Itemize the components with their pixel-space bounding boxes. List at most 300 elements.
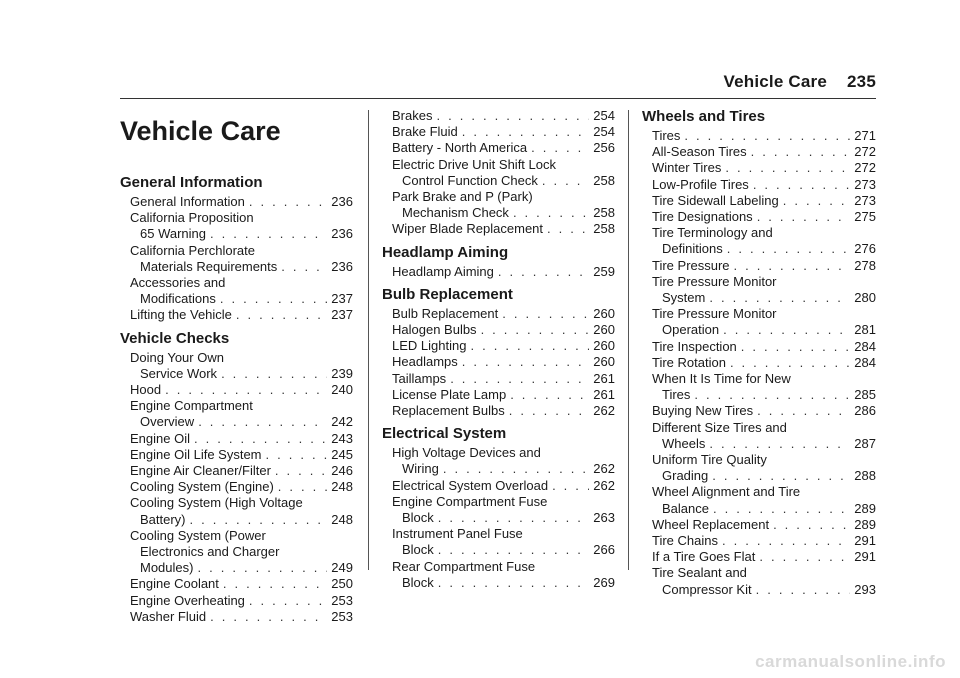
toc-entry-row <box>652 468 876 484</box>
toc-page-number: 248 <box>331 511 353 527</box>
toc-page-number: 286 <box>854 403 876 419</box>
dot-leader <box>221 366 327 382</box>
toc-page-number: 266 <box>593 542 615 558</box>
column-divider <box>628 110 629 570</box>
toc-entry-hood[interactable] <box>120 382 353 398</box>
toc-entry-license-plate-lamp[interactable] <box>382 387 615 403</box>
toc-entry-text: Cooling System (Engine) <box>130 479 274 495</box>
toc-entry-engine-compartment-overview[interactable] <box>120 398 353 430</box>
toc-entry-text: When It Is Time for New <box>652 371 791 387</box>
toc-entry-text: Electronics and Charger <box>140 544 280 560</box>
toc-page-number: 288 <box>854 468 876 484</box>
toc-entry-winter-tires[interactable] <box>642 160 876 176</box>
toc-column-3 <box>642 108 876 598</box>
running-header <box>724 72 877 92</box>
toc-entry-row <box>392 124 615 140</box>
toc-entry-text: Balance <box>662 500 709 516</box>
dot-leader <box>438 575 590 591</box>
toc-entry-text: Tire Pressure Monitor <box>652 273 777 289</box>
toc-entry-text: Battery) <box>140 511 186 527</box>
toc-entry-text: Control Function Check <box>402 172 538 188</box>
dot-leader <box>542 173 589 189</box>
toc-entry-halogen-bulbs[interactable] <box>382 322 615 338</box>
section-heading-bulb-replacement: Bulb Replacement <box>382 285 513 303</box>
dot-leader <box>436 108 589 124</box>
toc-entry-row <box>652 290 876 306</box>
toc-entry-california-proposition-65-warning[interactable] <box>120 210 353 242</box>
toc-entry-text: California Perchlorate <box>130 242 256 258</box>
toc-entry-row <box>652 193 876 209</box>
toc-entry-tire-pressure-monitor-operation[interactable] <box>642 306 876 338</box>
page-number: 235 <box>847 72 876 91</box>
toc-entry-row <box>652 403 876 419</box>
toc-entry-high-voltage-devices-and-wiring[interactable] <box>382 445 615 477</box>
toc-entry-text: Buying New Tires <box>652 403 754 419</box>
toc-page-number: 260 <box>593 305 615 321</box>
toc-entry-row <box>130 431 353 447</box>
toc-entry-california-perchlorate-materials-requirements[interactable] <box>120 243 353 275</box>
toc-entry-row <box>130 194 353 210</box>
toc-entry-row <box>392 542 615 558</box>
toc-entry-text: Winter Tires <box>652 160 722 176</box>
toc-entry-row <box>652 517 876 533</box>
dot-leader <box>220 291 327 307</box>
toc-page-number: 236 <box>331 258 353 274</box>
toc-entry-text: License Plate Lamp <box>392 386 507 402</box>
toc-entry-text: Engine Overheating <box>130 592 245 608</box>
toc-page-number: 253 <box>331 608 353 624</box>
toc-entry-text: Cooling System (Power <box>130 527 266 543</box>
toc-page-number: 275 <box>854 209 876 225</box>
toc-page-number: 260 <box>593 354 615 370</box>
toc-entry-row <box>392 264 615 280</box>
toc-page-number: 273 <box>854 176 876 192</box>
toc-entry-text: If a Tire Goes Flat <box>652 549 756 565</box>
toc-entry-text: Instrument Panel Fuse <box>392 526 523 542</box>
toc-page-number: 293 <box>854 581 876 597</box>
watermark: carmanualsonline.info <box>755 652 946 671</box>
toc-entry-text: Overview <box>140 414 195 430</box>
toc-entry-tire-designations[interactable] <box>642 209 876 225</box>
toc-entry-tire-terminology-and-definitions[interactable] <box>642 225 876 257</box>
dot-leader <box>197 560 327 576</box>
dot-leader <box>756 582 851 598</box>
toc-entry-tire-pressure[interactable] <box>642 258 876 274</box>
toc-entry-tires[interactable] <box>642 128 876 144</box>
toc-entry-tire-sidewall-labeling[interactable] <box>642 193 876 209</box>
dot-leader <box>438 510 590 526</box>
toc-entry-row <box>130 414 353 430</box>
toc-page-number: 260 <box>593 338 615 354</box>
toc-page-number: 262 <box>593 403 615 419</box>
toc-entry-row <box>130 307 353 323</box>
toc-entry-when-it-is-time-for-new-tires[interactable] <box>642 371 876 403</box>
toc-entry-text: Headlamps <box>392 354 458 370</box>
toc-entry-row <box>130 259 353 275</box>
toc-entry-row <box>130 512 353 528</box>
page-title: Vehicle Care <box>120 116 281 146</box>
toc-entry-text: 65 Warning <box>140 226 206 242</box>
toc-entry-row <box>652 160 876 176</box>
header-rule <box>120 98 876 99</box>
toc-entry-row <box>392 306 615 322</box>
dot-leader <box>723 322 850 338</box>
toc-page-number: 272 <box>854 160 876 176</box>
toc-page-number: 259 <box>593 263 615 279</box>
toc-entry-text: Uniform Tire Quality <box>652 452 767 468</box>
toc-entry-text: Block <box>402 542 434 558</box>
dot-leader <box>741 339 851 355</box>
dot-leader <box>223 576 327 592</box>
toc-entry-text: Engine Air Cleaner/Filter <box>130 463 271 479</box>
section-heading-general-information: General Information <box>120 174 263 191</box>
toc-entry-text: Tire Terminology and <box>652 225 773 241</box>
toc-entry-text: Accessories and <box>130 275 226 291</box>
dot-leader <box>438 542 590 558</box>
dot-leader <box>194 431 327 447</box>
toc-entry-headlamps[interactable] <box>382 354 615 370</box>
dot-leader <box>281 259 327 275</box>
toc-entry-text: All-Season Tires <box>652 144 747 160</box>
dot-leader <box>757 209 851 225</box>
toc-entry-doing-your-own-service-work[interactable] <box>120 350 353 382</box>
toc-entry-text: Tire Chains <box>652 533 718 549</box>
toc-entry-text: Grading <box>662 468 709 484</box>
toc-entry-rear-compartment-fuse-block[interactable] <box>382 559 615 591</box>
dot-leader <box>722 533 850 549</box>
toc-entry-wheel-alignment-and-tire-balance[interactable] <box>642 484 876 516</box>
dot-leader <box>757 403 850 419</box>
toc-entry-row <box>652 582 876 598</box>
toc-entry-row <box>130 382 353 398</box>
toc-page-number: 262 <box>593 461 615 477</box>
dot-leader <box>684 128 850 144</box>
dot-leader <box>531 140 589 156</box>
dot-leader <box>462 354 590 370</box>
toc-page-number: 236 <box>331 194 353 209</box>
dot-leader <box>462 124 590 140</box>
toc-page-number: 289 <box>854 500 876 516</box>
toc-entry-row <box>130 479 353 495</box>
toc-entry-low-profile-tires[interactable] <box>642 177 876 193</box>
dot-leader <box>249 593 327 609</box>
toc-entry-text: LED Lighting <box>392 338 467 354</box>
toc-page-number: 248 <box>331 479 353 495</box>
dot-leader <box>730 355 850 371</box>
toc-entry-cooling-system-engine[interactable] <box>120 479 353 495</box>
toc-entry-text: Engine Compartment <box>130 398 253 414</box>
header-title: Vehicle Care <box>723 72 828 91</box>
toc-entry-row <box>130 609 353 625</box>
toc-entry-row <box>652 355 876 371</box>
dot-leader <box>709 290 850 306</box>
toc-entry-text: Cooling System (High Voltage <box>130 495 303 511</box>
dot-leader <box>773 517 850 533</box>
toc-page-number: 258 <box>593 172 615 188</box>
toc-page-number: 260 <box>593 322 615 338</box>
toc-entry-text: Tire Inspection <box>652 338 737 354</box>
dot-leader <box>547 221 589 237</box>
toc-page-number: 289 <box>854 516 876 532</box>
toc-entry-text: System <box>662 290 706 306</box>
toc-entry-text: Hood <box>130 382 162 398</box>
toc-entry-cooling-system-high-voltage-battery[interactable] <box>120 495 353 527</box>
toc-entry-row <box>392 205 615 221</box>
toc-entry-text: Different Size Tires and <box>652 419 787 435</box>
toc-entry-row <box>392 173 615 189</box>
dot-leader <box>510 387 589 403</box>
toc-page-number: 243 <box>331 430 353 446</box>
toc-entry-wheel-replacement[interactable] <box>642 517 876 533</box>
toc-entry-tire-sealant-and-compressor-kit[interactable] <box>642 565 876 597</box>
dot-leader <box>734 258 851 274</box>
toc-entry-text: Brake Fluid <box>392 124 458 140</box>
toc-entry-text: Electric Drive Unit Shift Lock <box>392 156 556 172</box>
dot-leader <box>190 512 328 528</box>
dot-leader <box>236 307 327 323</box>
toc-entry-row <box>130 560 353 576</box>
toc-entry-row <box>130 576 353 592</box>
toc-page-number: 261 <box>593 386 615 402</box>
toc-entry-engine-air-cleaner-filter[interactable] <box>120 463 353 479</box>
dot-leader <box>210 226 327 242</box>
toc-entry-brakes[interactable] <box>382 108 615 124</box>
dot-leader <box>249 194 327 210</box>
dot-leader <box>502 306 589 322</box>
toc-entry-text: Operation <box>662 322 720 338</box>
toc-page-number: 271 <box>854 128 876 143</box>
section-heading-electrical-system: Electrical System <box>382 425 507 443</box>
dot-leader <box>751 144 851 160</box>
section-heading-vehicle-checks: Vehicle Checks <box>120 329 230 347</box>
toc-entry-row <box>392 461 615 477</box>
dot-leader <box>709 436 850 452</box>
toc-entry-replacement-bulbs[interactable] <box>382 403 615 419</box>
toc-page-number: 269 <box>593 574 615 590</box>
toc-entry-different-size-tires-and-wheels[interactable] <box>642 420 876 452</box>
toc-entry-text: Wiper Blade Replacement <box>392 221 544 237</box>
toc-entry-row <box>652 258 876 274</box>
toc-entry-text: Brakes <box>392 108 433 123</box>
toc-entry-text: General Information <box>130 194 245 209</box>
toc-entry-electrical-system-overload[interactable] <box>382 478 615 494</box>
toc-entry-text: Electrical System Overload <box>392 477 549 493</box>
toc-entry-text: Low-Profile Tires <box>652 176 749 192</box>
toc-entry-tire-rotation[interactable] <box>642 355 876 371</box>
toc-entry-text: Compressor Kit <box>662 581 752 597</box>
toc-entry-bulb-replacement[interactable] <box>382 306 615 322</box>
toc-page-number: 285 <box>854 387 876 403</box>
toc-entry-row <box>652 533 876 549</box>
toc-entry-text: Tires <box>652 128 681 143</box>
toc-page-number: 284 <box>854 354 876 370</box>
toc-entry-text: Engine Coolant <box>130 576 219 592</box>
dot-leader <box>694 387 850 403</box>
toc-entry-text: Wheel Replacement <box>652 516 770 532</box>
toc-entry-tire-inspection[interactable] <box>642 339 876 355</box>
toc-entry-row <box>392 510 615 526</box>
dot-leader <box>275 463 327 479</box>
dot-leader <box>470 338 589 354</box>
toc-entry-text: Battery - North America <box>392 140 528 156</box>
dot-leader <box>509 403 590 419</box>
toc-entry-text: Bulb Replacement <box>392 305 499 321</box>
toc-page-number: 242 <box>331 414 353 430</box>
toc-page-number: 237 <box>331 291 353 307</box>
toc-entry-text: Wiring <box>402 461 439 477</box>
toc-entry-row <box>392 108 615 124</box>
toc-page-number: 250 <box>331 576 353 592</box>
dot-leader <box>513 205 589 221</box>
toc-entry-row <box>392 575 615 591</box>
toc-entry-row <box>652 501 876 517</box>
toc-entry-text: Headlamp Aiming <box>392 263 494 279</box>
toc-entry-row <box>652 549 876 565</box>
toc-entry-row <box>130 593 353 609</box>
toc-entry-all-season-tires[interactable] <box>642 144 876 160</box>
toc-entry-wiper-blade-replacement[interactable] <box>382 221 615 237</box>
toc-entry-uniform-tire-quality-grading[interactable] <box>642 452 876 484</box>
toc-page-number: 258 <box>593 221 615 237</box>
toc-entry-if-a-tire-goes-flat[interactable] <box>642 549 876 565</box>
toc-entry-row <box>652 387 876 403</box>
dot-leader <box>713 501 850 517</box>
toc-entry-text: High Voltage Devices and <box>392 445 541 461</box>
toc-page-number: 291 <box>854 533 876 549</box>
dot-leader <box>210 609 327 625</box>
toc-entry-instrument-panel-fuse-block[interactable] <box>382 526 615 558</box>
toc-page-number: 237 <box>331 307 353 323</box>
dot-leader <box>443 461 589 477</box>
toc-entry-park-brake-and-p-park-mechanism-check[interactable] <box>382 189 615 221</box>
toc-entry-tire-chains[interactable] <box>642 533 876 549</box>
toc-page-number: 236 <box>331 226 353 242</box>
dot-leader <box>753 177 850 193</box>
section-heading-wheels-and-tires: Wheels and Tires <box>642 108 766 125</box>
dot-leader <box>450 371 589 387</box>
toc-entry-general-information[interactable] <box>120 194 353 210</box>
toc-entry-text: Lifting the Vehicle <box>130 307 232 323</box>
toc-entry-text: Block <box>402 574 434 590</box>
toc-entry-taillamps[interactable] <box>382 371 615 387</box>
toc-entry-text: Block <box>402 510 434 526</box>
toc-entry-row <box>652 128 876 144</box>
toc-entry-engine-oil-life-system[interactable] <box>120 447 353 463</box>
toc-page-number: 263 <box>593 510 615 526</box>
toc-entry-brake-fluid[interactable] <box>382 124 615 140</box>
toc-page-number: 287 <box>854 435 876 451</box>
toc-entry-text: Modules) <box>140 560 194 576</box>
toc-page-number: 261 <box>593 370 615 386</box>
toc-entry-row <box>392 338 615 354</box>
toc-entry-row <box>392 354 615 370</box>
toc-entry-cooling-system-power-electronics-and-charger-modules[interactable] <box>120 528 353 577</box>
toc-entry-row <box>392 221 615 237</box>
toc-entry-text: Tire Sealant and <box>652 565 747 581</box>
column-divider <box>368 110 369 570</box>
dot-leader <box>727 241 851 257</box>
toc-entry-text: Tire Designations <box>652 209 753 225</box>
toc-entry-text: California Proposition <box>130 210 254 226</box>
toc-page-number: 281 <box>854 322 876 338</box>
toc-entry-washer-fluid[interactable] <box>120 609 353 625</box>
toc-entry-text: Tires <box>662 387 691 403</box>
toc-page-number: 276 <box>854 241 876 257</box>
toc-page-number: 291 <box>854 549 876 565</box>
toc-entry-electric-drive-unit-shift-lock-control-function-check[interactable] <box>382 157 615 189</box>
dot-leader <box>712 468 850 484</box>
toc-entry-row <box>392 403 615 419</box>
toc-page-number: 254 <box>593 108 615 123</box>
section-heading-headlamp-aiming: Headlamp Aiming <box>382 243 509 261</box>
toc-entry-row <box>652 209 876 225</box>
toc-entry-tire-pressure-monitor-system[interactable] <box>642 274 876 306</box>
toc-entry-text: Tire Rotation <box>652 354 726 370</box>
toc-entry-text: Engine Oil Life System <box>130 446 262 462</box>
dot-leader <box>165 382 327 398</box>
toc-column-2 <box>382 108 615 591</box>
dot-leader <box>552 478 589 494</box>
toc-entry-row <box>130 226 353 242</box>
toc-page-number: 284 <box>854 338 876 354</box>
toc-entry-row <box>130 291 353 307</box>
dot-leader <box>198 414 327 430</box>
toc-entry-text: Modifications <box>140 291 216 307</box>
dot-leader <box>266 447 328 463</box>
toc-entry-engine-coolant[interactable] <box>120 576 353 592</box>
toc-entry-row <box>652 436 876 452</box>
toc-entry-text: Taillamps <box>392 370 447 386</box>
toc-entry-row <box>652 177 876 193</box>
toc-page-number: 246 <box>331 463 353 479</box>
toc-entry-engine-overheating[interactable] <box>120 593 353 609</box>
toc-entry-row <box>130 366 353 382</box>
toc-entry-battery-north-america[interactable] <box>382 140 615 156</box>
toc-entry-text: Definitions <box>662 241 723 257</box>
toc-entry-row <box>652 339 876 355</box>
dot-leader <box>725 160 850 176</box>
toc-page-number: 280 <box>854 290 876 306</box>
toc-entry-text: Tire Pressure Monitor <box>652 306 777 322</box>
toc-entry-text: Washer Fluid <box>130 608 207 624</box>
dot-leader <box>481 322 590 338</box>
toc-entry-engine-compartment-fuse-block[interactable] <box>382 494 615 526</box>
toc-page-number: 278 <box>854 257 876 273</box>
toc-entry-row <box>392 387 615 403</box>
toc-page-number: 273 <box>854 192 876 208</box>
toc-page-number: 254 <box>593 124 615 140</box>
toc-page-number: 262 <box>593 477 615 493</box>
toc-page-number: 253 <box>331 592 353 608</box>
toc-entry-accessories-and-modifications[interactable] <box>120 275 353 307</box>
toc-entry-engine-oil[interactable] <box>120 431 353 447</box>
toc-entry-lifting-the-vehicle[interactable] <box>120 307 353 323</box>
toc-entry-text: Engine Compartment Fuse <box>392 493 548 509</box>
toc-entry-row <box>392 140 615 156</box>
toc-page-number: 245 <box>331 446 353 462</box>
toc-entry-headlamp-aiming[interactable] <box>382 264 615 280</box>
toc-entry-buying-new-tires[interactable] <box>642 403 876 419</box>
toc-page-number: 239 <box>331 365 353 381</box>
toc-entry-row <box>130 447 353 463</box>
dot-leader <box>783 193 851 209</box>
toc-page-number: 249 <box>331 560 353 576</box>
toc-entry-led-lighting[interactable] <box>382 338 615 354</box>
dot-leader <box>759 549 850 565</box>
toc-page-number: 272 <box>854 144 876 160</box>
toc-entry-text: Service Work <box>140 365 218 381</box>
toc-entry-row <box>652 241 876 257</box>
